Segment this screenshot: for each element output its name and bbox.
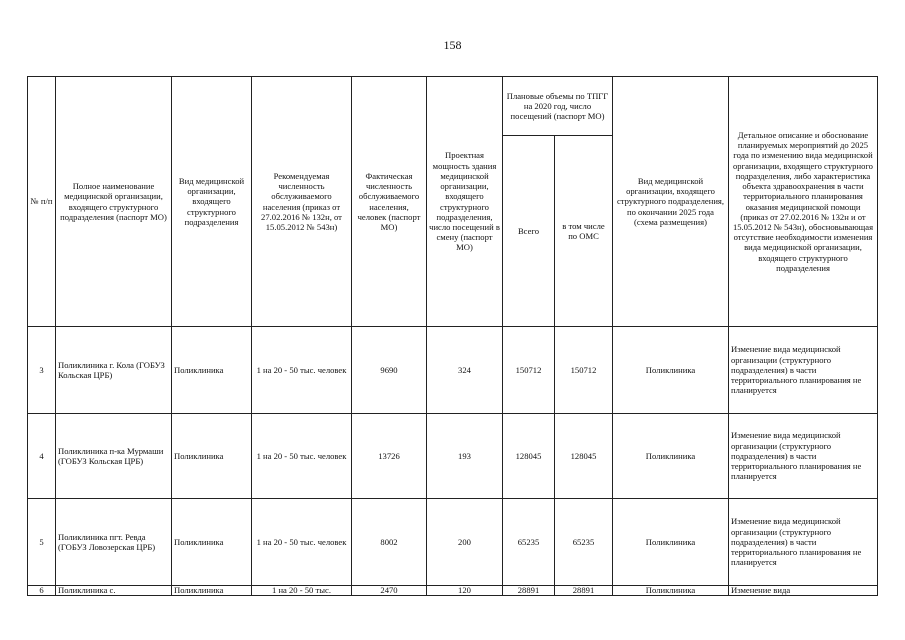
cell-planned-oms: 128045 — [555, 414, 613, 499]
header-actual: Фактическая численность обслуживаемого населения, человек (паспорт МО) — [352, 77, 427, 327]
header-description: Детальное описание и обоснование планируемых мероприятий до 2025 года по изменению вида медицинской организации, входящего структурного подразделения, либо характеристика объекта здравоохранения в части территориального планирования оказания медицинской помощи (приказ от 27.02.2016 № 132н и от 15.05.2012 № 543н), обосновывающая отсутствие необходимости изменения вида медицинской организации, входящего структурного подразделения — [729, 77, 878, 327]
table-row — [28, 414, 878, 499]
cell-capacity: 200 — [427, 499, 503, 586]
cell-actual: 8002 — [352, 499, 427, 586]
cell-planned-total: 150712 — [503, 327, 555, 414]
cell-type-2025: Поликлиника — [613, 499, 729, 586]
cell-planned-total: 128045 — [503, 414, 555, 499]
cell-description: Изменение вида медицинской организации (структурного подразделения) в части территориального планирования не планируется — [729, 499, 878, 586]
cell-type-2025: Поликлиника — [613, 327, 729, 414]
cell-recommended: 1 на 20 - 50 тыс. человек — [252, 327, 352, 414]
cell-type: Поликлиника — [172, 586, 252, 596]
header-name: Полное наименование медицинской организации, входящего структурного подразделения (паспорт МО) — [56, 77, 172, 327]
cell-num: 4 — [28, 414, 56, 499]
page-number: 158 — [443, 38, 462, 52]
header-planned-total: Всего — [503, 136, 555, 327]
cell-num: 3 — [28, 327, 56, 414]
facilities-table — [27, 76, 878, 596]
cell-actual: 13726 — [352, 414, 427, 499]
cell-description: Изменение вида медицинской организации (структурного подразделения) в части территориального планирования не планируется — [729, 327, 878, 414]
table-row — [28, 586, 878, 596]
cell-planned-oms: 28891 — [555, 586, 613, 596]
cell-type: Поликлиника — [172, 414, 252, 499]
cell-capacity: 120 — [427, 586, 503, 596]
header-capacity: Проектная мощность здания медицинской организации, входящего структурного подразделения, число посещений в смену (паспорт МО) — [427, 77, 503, 327]
header-type-2025: Вид медицинской организации, входящего структурного подразделения, по окончании 2025 года (схема размещения) — [613, 77, 729, 327]
header-planned-group: Плановые объемы по ТПГГ на 2020 год, число посещений (паспорт МО) — [503, 77, 613, 136]
cell-name: Поликлиника пгт. Ревда (ГОБУЗ Ловозерская ЦРБ) — [56, 499, 172, 586]
table-row — [28, 327, 878, 414]
cell-name: Поликлиника г. Кола (ГОБУЗ Кольская ЦРБ) — [56, 327, 172, 414]
cell-name: Поликлиника с. — [56, 586, 172, 596]
header-type: Вид медицинской организации, входящего структурного подразделения — [172, 77, 252, 327]
cell-name: Поликлиника п-ка Мурмаши (ГОБУЗ Кольская ЦРБ) — [56, 414, 172, 499]
cell-capacity: 324 — [427, 327, 503, 414]
cell-planned-oms: 65235 — [555, 499, 613, 586]
cell-planned-total: 65235 — [503, 499, 555, 586]
header-recommended: Рекомендуемая численность обслуживаемого населения (приказ от 27.02.2016 № 132н, от 15.05.2012 № 543н) — [252, 77, 352, 327]
cell-type-2025: Поликлиника — [613, 414, 729, 499]
table-row — [28, 499, 878, 586]
cell-recommended: 1 на 20 - 50 тыс. человек — [252, 499, 352, 586]
cell-num: 5 — [28, 499, 56, 586]
cell-recommended: 1 на 20 - 50 тыс. — [252, 586, 352, 596]
cell-type: Поликлиника — [172, 499, 252, 586]
cell-actual: 2470 — [352, 586, 427, 596]
cell-recommended: 1 на 20 - 50 тыс. человек — [252, 414, 352, 499]
cell-actual: 9690 — [352, 327, 427, 414]
cell-planned-total: 28891 — [503, 586, 555, 596]
cell-num: 6 — [28, 586, 56, 596]
cell-type: Поликлиника — [172, 327, 252, 414]
cell-planned-oms: 150712 — [555, 327, 613, 414]
header-planned-oms: в том числе по ОМС — [555, 136, 613, 327]
cell-description: Изменение вида медицинской организации (структурного подразделения) в части территориального планирования не планируется — [729, 414, 878, 499]
cell-description: Изменение вида — [729, 586, 878, 596]
cell-capacity: 193 — [427, 414, 503, 499]
header-num: № п/п — [28, 77, 56, 327]
cell-type-2025: Поликлиника — [613, 586, 729, 596]
